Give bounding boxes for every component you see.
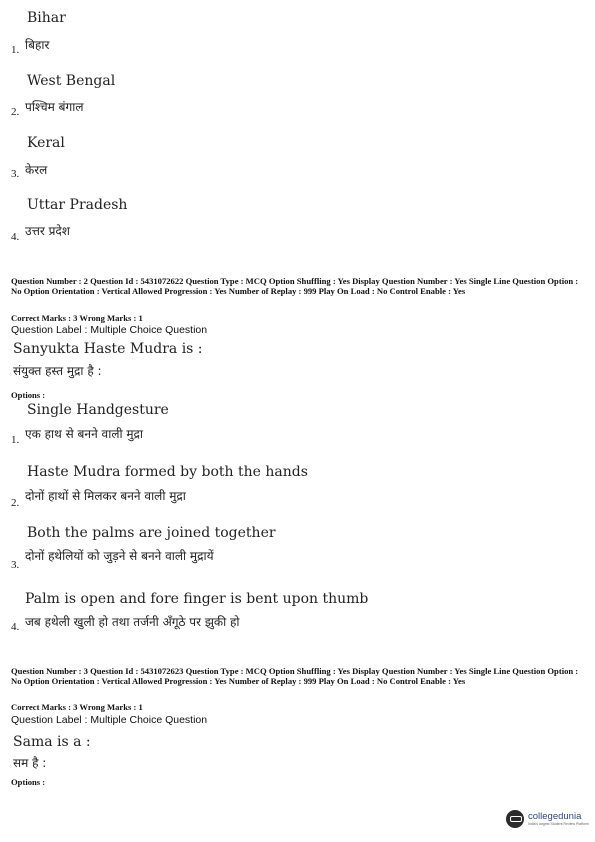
option-english: Single Handgesture [27,402,169,418]
option-hindi: पश्चिम बंगाल [25,100,84,114]
question-text-english: Sama is a : [13,734,91,750]
logo-tagline: India's largest Student Review Platform [528,822,589,826]
question-label: Question Label : Multiple Choice Question [11,324,208,336]
option-hindi: दोनों हाथों से मिलकर बनने वाली मुद्रा [25,489,186,503]
question-text-english: Sanyukta Haste Mudra is : [13,341,203,357]
option-hindi: दोनों हथेलियों को जुड़ने से बनने वाली मुद्रायें [25,549,214,563]
option-hindi: केरल [25,163,48,177]
option-english: Haste Mudra formed by both the hands [27,464,308,480]
option-number: 2. [11,106,20,118]
question-marks: Correct Marks : 3 Wrong Marks : 1 [11,702,143,712]
logo-brand: collegedunia [528,811,582,822]
option-english: Bihar [27,10,66,26]
question-meta: Question Number : 2 Question Id : 5431072622 Question Type : MCQ Option Shuffling : Yes Display Question Number : Yes Single Line Question Option : No Option Orientation : Vertical Allowed Progression : Yes Number of Replay : 999 Play On Load : No Control Enable : Yes [11,276,579,296]
option-hindi: एक हाथ से बनने वाली मुद्रा [25,427,144,441]
option-english: West Bengal [27,73,116,89]
option-number: 2. [11,497,20,509]
option-english: Uttar Pradesh [27,197,128,213]
options-label: Options : [11,777,46,787]
option-number: 4. [11,231,20,243]
option-number: 4. [11,621,20,633]
options-label: Options : [11,390,46,400]
question-label: Question Label : Multiple Choice Question [11,714,208,726]
option-english: Palm is open and fore finger is bent upon thumb [25,591,369,607]
question-text-hindi: संयुक्त हस्त मुद्रा है : [13,364,102,378]
question-marks: Correct Marks : 3 Wrong Marks : 1 [11,313,143,323]
option-number: 3. [11,168,20,180]
mortarboard-icon [506,810,524,828]
option-english: Both the palms are joined together [27,525,276,541]
option-hindi: जब हथेली खुली हो तथा तर्जनी अँगूठे पर झुकी हो [25,615,240,629]
question-meta: Question Number : 3 Question Id : 5431072623 Question Type : MCQ Option Shuffling : Yes Display Question Number : Yes Single Line Question Option : No Option Orientation : Vertical Allowed Progression : Yes Number of Replay : 999 Play On Load : No Control Enable : Yes [11,666,579,686]
collegedunia-logo [506,810,589,828]
option-hindi: बिहार [25,38,50,52]
option-hindi: उत्तर प्रदेश [25,224,70,238]
option-number: 1. [11,44,20,56]
option-english: Keral [27,135,65,151]
option-number: 3. [11,559,20,571]
question-text-hindi: सम है : [13,756,47,770]
option-number: 1. [11,434,20,446]
